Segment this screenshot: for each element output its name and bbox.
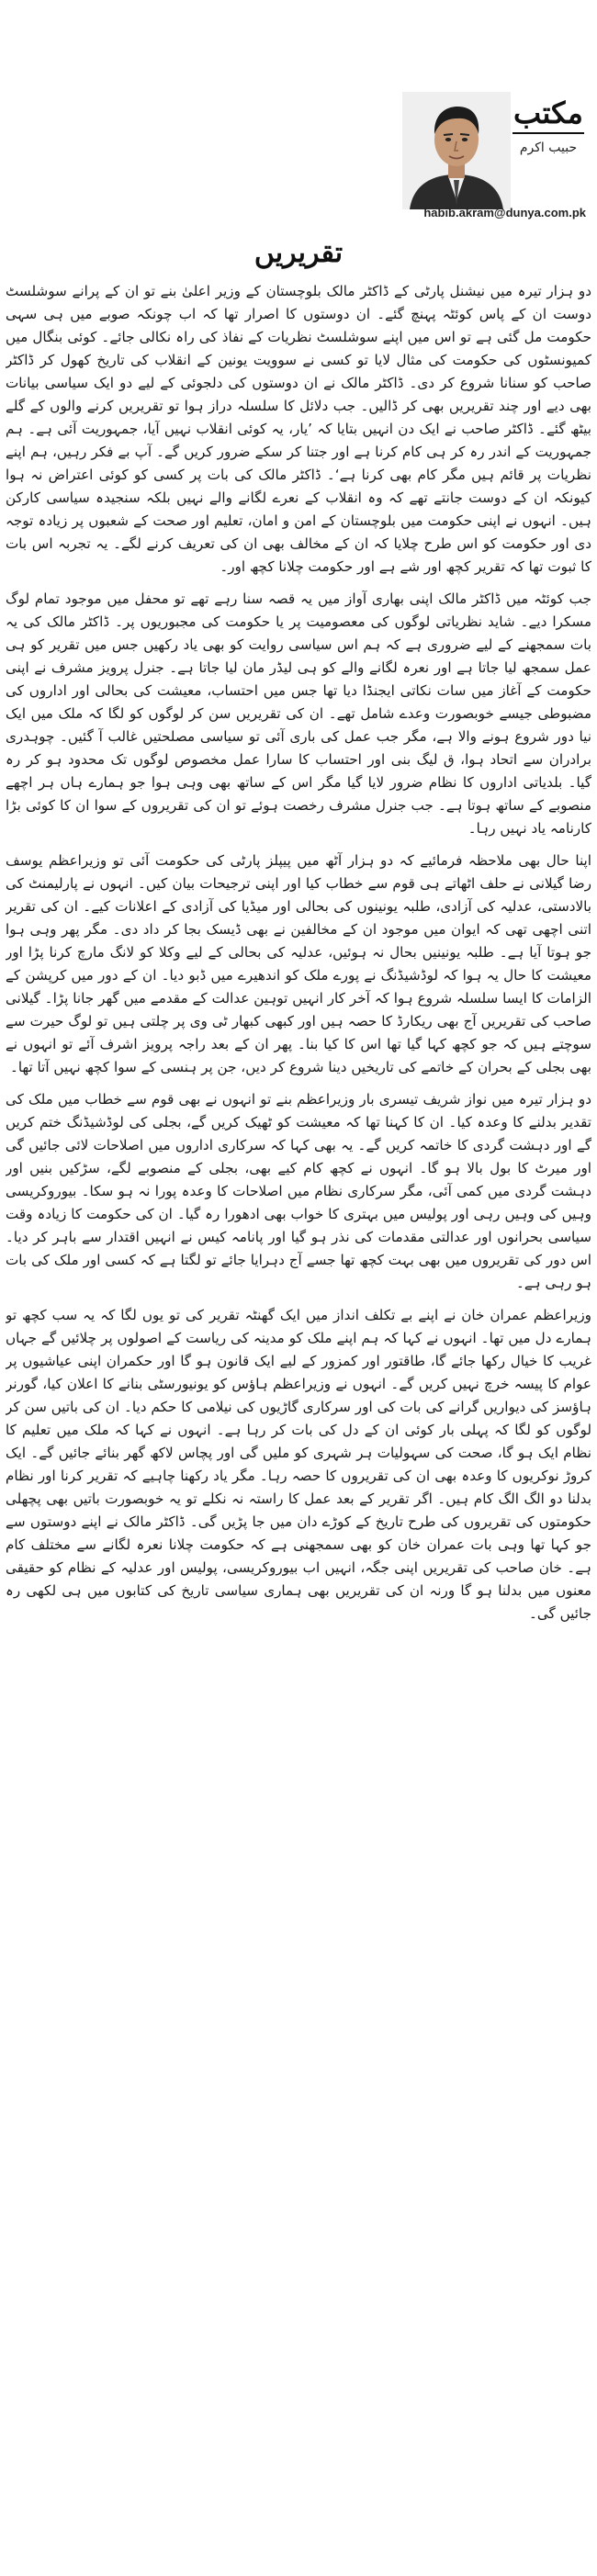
article-paragraph: اپنا حال بھی ملاحظہ فرمائیے کہ دو ہزار آٹھ میں پیپلز پارٹی کی حکومت آئی تو وزیراعظم یوسف رضا گیلانی نے حلف اٹھاتے ہی قوم سے خطاب کیا اور اپنی ترجیحات بیان کیں۔ انہوں نے پارلیمنٹ کی بالادستی، عدلیہ کی آزادی، طلبہ یونینوں کی بحالی اور میڈیا کی آزادی کے اعلانات کیے۔ ان کی تقریر اتنی اچھی تھی کہ ایوان میں موجود ان کے مخالفین نے بھی ڈیسک بجا کر داد دی۔ مگر پھر وہی ہوا جو ہوتا آیا ہے۔ طلبہ یونینیں بحال نہ ہوئیں، عدلیہ کی بحالی کے لیے وکلا کو لانگ مارچ کرنا پڑا اور معیشت کا حال یہ ہوا کہ لوڈشیڈنگ نے پورے ملک کو اندھیرے میں ڈبو دیا۔ ان کے دور میں کرپشن کے الزامات کا ایسا سلسلہ شروع ہوا کہ آخر کار انہیں توہین عدالت کے مقدمے میں گھر جانا پڑا۔ گیلانی صاحب کی تقریریں آج بھی ریکارڈ کا حصہ ہیں اور کبھی کبھار ٹی وی پر چلتی ہیں تو لوگ حیرت سے سوچتے ہیں کہ جو کچھ کہا گیا تھا اس کا کیا بنا۔ پھر ان کے بعد راجہ پرویز اشرف آئے تو انہوں نے بھی بجلی کے بحران کے خاتمے کی تاریخیں دینا شروع کر دیں، جن پر ہنسی کے سوا کچھ نہیں آتا تھا۔: [6, 852, 591, 1075]
logo-divider: [513, 132, 584, 134]
column-header: [0, 0, 597, 269]
column-logo-text: مکتب: [513, 96, 583, 130]
author-name: حبیب اکرم: [519, 141, 578, 155]
article-paragraph: وزیراعظم عمران خان نے اپنے بے تکلف انداز میں ایک گھنٹہ تقریر کی تو یوں لگا کہ یہ سب کچھ تو ہمارے دل میں تھا۔ انہوں نے کہا کہ ہم اپنے ملک کو مدینہ کی ریاست کے اصولوں پر چلائیں گے جہاں غریب کا خیال رکھا جائے گا، طاقتور اور کمزور کے لیے ایک قانون ہو گا اور حکمران اپنی عیاشیوں پر عوام کا پیسہ خرچ نہیں کریں گے۔ انہوں نے وزیراعظم ہاؤس کو یونیورسٹی بنانے کا اعلان کیا، گورنر ہاؤسز کی دیواریں گرانے کی بات کی اور سرکاری گاڑیوں کی نیلامی کا حکم دیا۔ ان کی باتیں سن کر لوگوں کو لگا کہ پہلی بار کوئی ان کے دل کی بات کر رہا ہے۔ انہوں نے کہا کہ ملک میں تعلیم کا نظام ایک ہو گا، صحت کی سہولیات ہر شہری کو ملیں گی اور پچاس لاکھ گھر بنائے جائیں گے۔ ایک کروڑ نوکریوں کا وعدہ بھی ان کی تقریروں کا حصہ رہا۔ مگر یاد رکھنا چاہیے کہ تقریر کرنا اور نظام بدلنا دو الگ الگ کام ہیں۔ اگر تقریر کے بعد عمل کا راستہ نہ نکلے تو یہ خوبصورت باتیں بھی پچھلی حکومتوں کی تقریروں کی طرح تاریخ کے کوڑے دان میں جا پڑیں گی۔ ڈاکٹر مالک نے اپنے دوستوں سے جو کہا تھا وہی بات عمران خان کو بھی سمجھنی ہے کہ حکومت چلانا نعرہ لگانے سے مختلف کام ہے۔ خان صاحب کی تقریریں اپنی جگہ، انہیں اب بیوروکریسی، پولیس اور عدلیہ کے نظام کو حقیقی معنوں میں بدلنا ہو گا ورنہ ان کی تقریریں بھی ہماری سیاسی تاریخ کی کتابوں میں ہی لکھی رہ جائیں گی۔: [6, 1307, 591, 1622]
column-logo: [511, 96, 586, 206]
article-headline: تقریریں: [253, 237, 344, 269]
article-paragraph: دو ہزار تیرہ میں نیشنل پارٹی کے ڈاکٹر مالک بلوچستان کے وزیر اعلیٰ بنے تو ان کے پرانے سوشلسٹ دوست ان کے پاس کوئٹہ پہنچ گئے۔ ان دوستوں کا اصرار تھا کہ اب چونکہ صوبے میں ہی سہی حکومت مل گئی ہے تو اس میں اپنے سوشلسٹ نظریات کے نفاذ کی راہ نکالی جائے۔ کوئی بنگال میں کمیونسٹوں کی حکومت کی مثال لایا تو کسی نے سوویت یونین کے انقلاب کی تاریخ کھول کر ڈاکٹر صاحب کو سنانا شروع کر دی۔ ڈاکٹر مالک نے ان دوستوں کی دلجوئی کے لیے دو ایک سیاسی بیانات بھی دیے اور چند تقریریں بھی کر ڈالیں۔ جب دلائل کا سلسلہ دراز ہوا تو تقریریں کرنے والوں کے گلے بیٹھ گئے۔ ڈاکٹر صاحب نے ایک دن انہیں بتایا کہ ’یار، یہ کوئی انقلاب نہیں آیا، جمہوریت آئی ہے۔ ہم جمہوریت کے اندر رہ کر ہی کام کرنا ہے اور جتنا کر سکے ضرور کریں گے۔ آپ بے فکر رہیں، ہم اپنے نظریات پر قائم ہیں مگر کام بھی کرنا ہے‘۔ ڈاکٹر مالک کی بات پر کسی کو کوئی اعتراض نہ ہوا کیونکہ ان کے دوست جانتے تھے کہ وہ انقلاب کے نعرے لگانے والے نہیں بلکہ سنجیدہ سیاسی کارکن ہیں۔ انہوں نے اپنی حکومت میں بلوچستان کے امن و امان، تعلیم اور صحت کے شعبوں پر زیادہ توجہ دی اور حکومت کو اس طرح چلایا کہ ان کے مخالف بھی ان کی تعریف کرنے لگے۔ یہ تجربہ اس بات کا ثبوت تھا کہ تقریر کچھ اور شے ہے اور حکومت چلانا کچھ اور۔: [6, 283, 591, 575]
author-email: habib.akram@dunya.com.pk: [423, 206, 586, 219]
article-paragraph: جب کوئٹہ میں ڈاکٹر مالک اپنی بھاری آواز میں یہ قصہ سنا رہے تھے تو محفل میں موجود تمام لوگ مسکرا دیے۔ شاید نظریاتی لوگوں کی معصومیت پر یا حکومت کی مجبوریوں پر۔ ڈاکٹر مالک کی یہ بات سمجھنے کے لیے ضروری ہے کہ ہم اس سیاسی روایت کو بھی یاد رکھیں جس میں تقریر کو ہی عمل سمجھ لیا جاتا ہے اور نعرہ لگانے والے کو ہی لیڈر مان لیا جاتا ہے۔ جنرل پرویز مشرف نے اپنی حکومت کے آغاز میں سات نکاتی ایجنڈا دیا تھا جس میں احتساب، معیشت کی بحالی اور اداروں کی مضبوطی جیسے خوبصورت وعدے شامل تھے۔ ان کی تقریریں سن کر لوگوں کو لگا کہ ملک میں ایک نیا دور شروع ہونے والا ہے، مگر جب عمل کی باری آئی تو سیاسی مصلحتیں غالب آ گئیں۔ چوہدری برادران سے اتحاد ہوا، ق لیگ بنی اور احتساب کا سارا عمل مخصوص لوگوں تک محدود ہو کر رہ گیا۔ بلدیاتی اداروں کا نظام ضرور لایا گیا مگر اس کے ساتھ بھی وہی ہوا جو ہمارے ہاں ہر اچھے منصوبے کے ساتھ ہوتا ہے۔ جب جنرل مشرف رخصت ہوئے تو ان کی تقریروں کے سوا ان کا کوئی بڑا کارنامہ یاد نہیں رہا۔: [6, 591, 591, 837]
article-body: [6, 280, 591, 2567]
article-paragraph: دو ہزار تیرہ میں نواز شریف تیسری بار وزیراعظم بنے تو انہوں نے بھی قوم سے خطاب میں ملک کی تقدیر بدلنے کا وعدہ کیا۔ ان کا کہنا تھا کہ معیشت کو ٹھیک کریں گے، بجلی کی لوڈشیڈنگ ختم کریں گے اور دہشت گردی کا خاتمہ کریں گے۔ یہ بھی کہا کہ سرکاری اداروں میں اصلاحات لائی جائیں گی اور میرٹ کا بول بالا ہو گا۔ انہوں نے کچھ کام کیے بھی، بجلی کے منصوبے لگے، سڑکیں بنیں اور دہشت گردی میں کمی آئی، مگر سرکاری نظام میں اصلاحات کا وعدہ پورا نہ ہو سکا۔ بیوروکریسی وہیں کی وہیں رہی اور پولیس میں بہتری کا خواب بھی ادھورا رہ گیا۔ ان کی حکومت کا زیادہ وقت سیاسی بحرانوں اور عدالتی مقدمات کی نذر ہو گیا اور پانامہ کیس نے انہیں اقتدار سے باہر کر دیا۔ اس دور کی تقریروں میں بھی بہت کچھ تھا جسے آج دہرایا جائے تو لگتا ہے کہ کسی اور ملک کی بات ہو رہی ہے۔: [6, 1091, 591, 1291]
author-photo: [402, 92, 511, 209]
